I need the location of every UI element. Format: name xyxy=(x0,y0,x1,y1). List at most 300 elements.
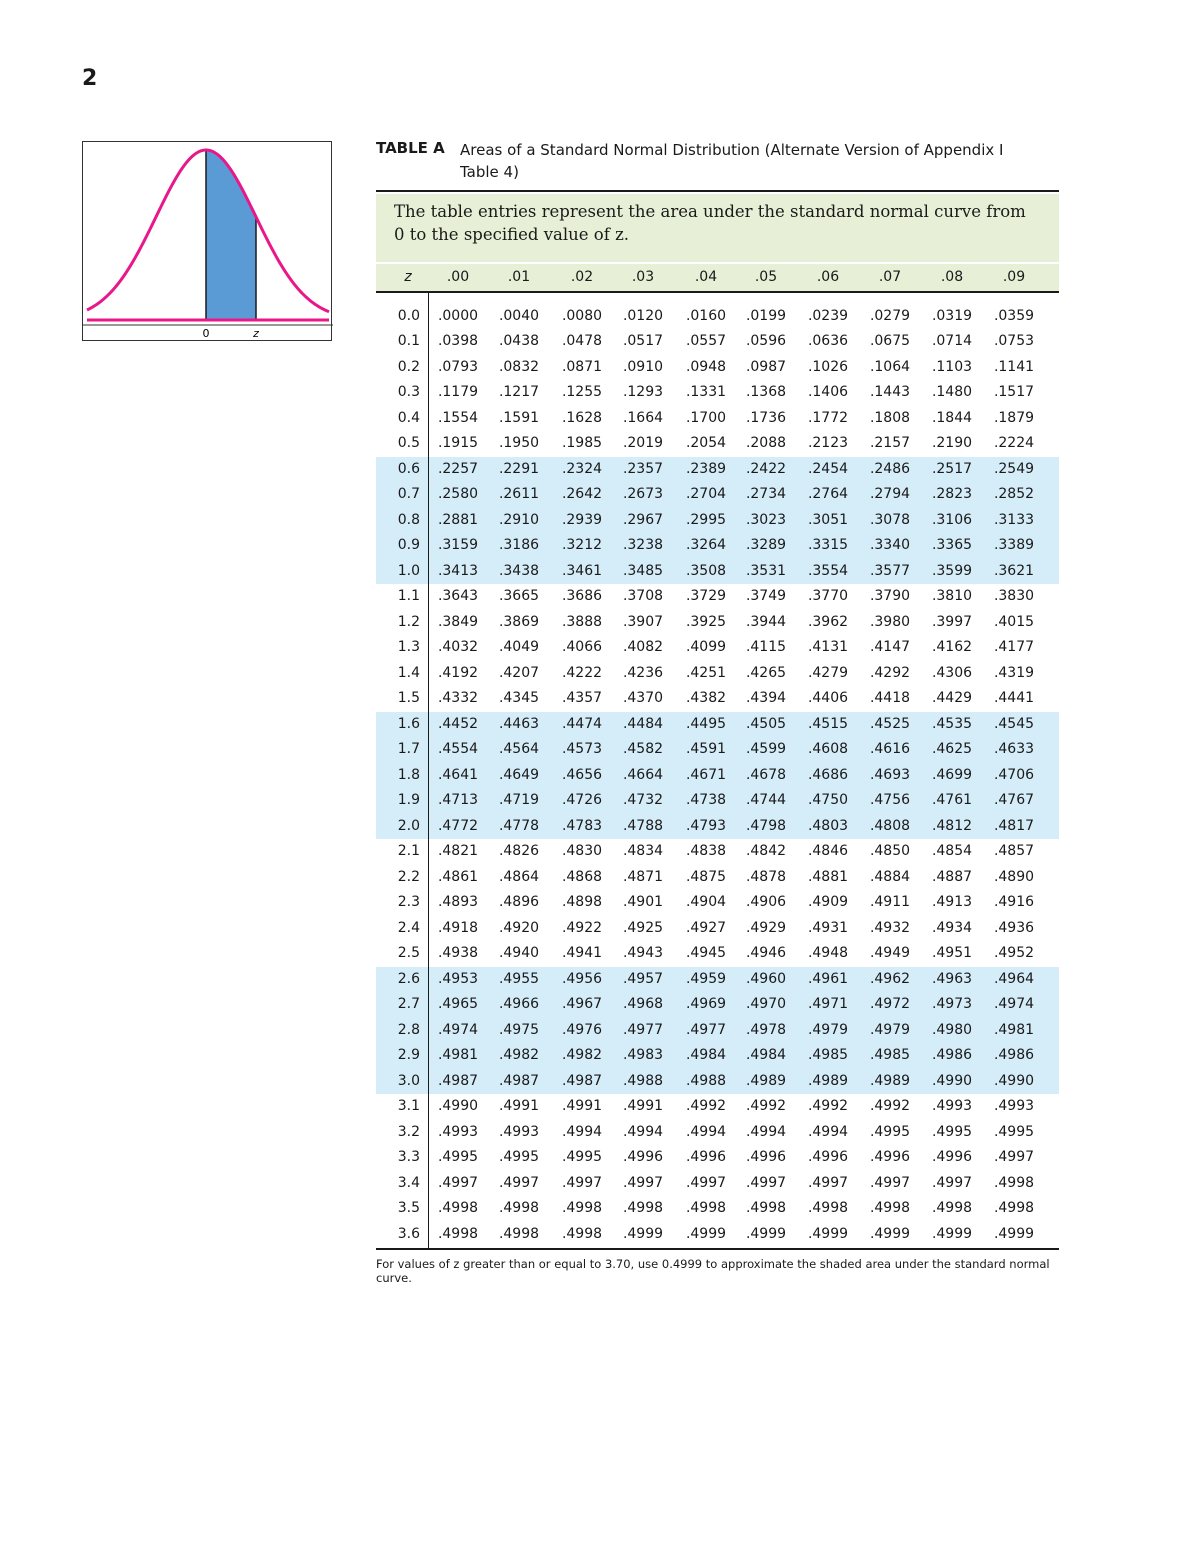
table-cell: .0478 xyxy=(561,333,603,349)
table-cell: .2939 xyxy=(561,511,603,528)
table-cell: .4977 xyxy=(685,1021,727,1038)
table-cell: .4678 xyxy=(745,766,787,783)
z-value: 0.2 xyxy=(397,358,420,375)
table-cell: .1985 xyxy=(561,435,603,451)
table-cell: .1255 xyxy=(561,384,603,400)
table-cell: .4854 xyxy=(931,843,973,859)
table-cell: .4591 xyxy=(685,741,727,757)
table-cell: .3749 xyxy=(745,588,787,604)
table-cell: .4147 xyxy=(869,639,911,655)
table-cell: .4082 xyxy=(622,639,664,655)
table-cell: .4525 xyxy=(869,715,911,732)
table-cell: .4940 xyxy=(498,945,540,961)
table-cell: .4999 xyxy=(993,1225,1035,1242)
table-row xyxy=(376,1018,1059,1044)
z-value: 1.8 xyxy=(397,766,420,783)
table-cell: .4573 xyxy=(561,741,603,757)
table-cell: .4909 xyxy=(807,894,849,910)
table-cell: .4987 xyxy=(437,1072,479,1089)
table-cell: .1443 xyxy=(869,384,911,400)
table-cell: .4901 xyxy=(622,894,664,910)
table-cell: .1950 xyxy=(498,435,540,451)
table-cell: .4115 xyxy=(745,639,787,655)
table-cell: .4830 xyxy=(561,843,603,859)
table-cell: .4857 xyxy=(993,843,1035,859)
table-cell: .4997 xyxy=(437,1174,479,1191)
table-cell: .3106 xyxy=(931,511,973,528)
table-cell: .3621 xyxy=(993,562,1035,579)
table-row xyxy=(376,610,1059,636)
table-cell: .3289 xyxy=(745,537,787,553)
table-cell: .4999 xyxy=(685,1225,727,1242)
table-cell: .4463 xyxy=(498,715,540,732)
table-cell: .4998 xyxy=(807,1200,849,1216)
table-cell: .3554 xyxy=(807,562,849,579)
table-label: TABLE A xyxy=(376,139,445,157)
z-value: 2.3 xyxy=(397,894,420,910)
table-header xyxy=(376,264,1059,291)
table-cell: .2549 xyxy=(993,460,1035,477)
table-cell: .4972 xyxy=(869,996,911,1012)
table-cell: .3485 xyxy=(622,562,664,579)
table-cell: .4357 xyxy=(561,690,603,706)
table-cell: .4846 xyxy=(807,843,849,859)
table-cell: .0398 xyxy=(437,333,479,349)
table-cell: .4985 xyxy=(869,1047,911,1063)
table-cell: .4925 xyxy=(622,919,664,936)
table-cell: .4783 xyxy=(561,817,603,834)
table-cell: .4982 xyxy=(498,1047,540,1063)
table-row xyxy=(376,890,1059,916)
table-cell: .4778 xyxy=(498,817,540,834)
table-cell: .1064 xyxy=(869,358,911,375)
table-cell: .4936 xyxy=(993,919,1035,936)
table-cell: .2324 xyxy=(561,460,603,477)
table-cell: .1293 xyxy=(622,384,664,400)
table-cell: .4911 xyxy=(869,894,911,910)
table-cell: .2704 xyxy=(685,486,727,502)
table-cell: .0871 xyxy=(561,358,603,375)
z-value: 2.7 xyxy=(397,996,420,1012)
table-cell: .0160 xyxy=(685,307,727,324)
table-cell: .4599 xyxy=(745,741,787,757)
table-cell: .1141 xyxy=(993,358,1035,375)
table-cell: .4952 xyxy=(993,945,1035,961)
table-cell: .4998 xyxy=(498,1225,540,1242)
table-cell: .1554 xyxy=(437,409,479,426)
table-cell: .4370 xyxy=(622,690,664,706)
table-cell: .4996 xyxy=(685,1149,727,1165)
table-row xyxy=(376,763,1059,789)
table-cell: .4997 xyxy=(869,1174,911,1191)
z-value: 1.0 xyxy=(397,562,420,579)
table-cell: .4484 xyxy=(622,715,664,732)
table-cell: .4608 xyxy=(807,741,849,757)
table-row xyxy=(376,1069,1059,1095)
table-cell: .0319 xyxy=(931,307,973,324)
table-cell: .4099 xyxy=(685,639,727,655)
header-z: z xyxy=(404,269,412,285)
table-cell: .4945 xyxy=(685,945,727,961)
table-cell: .4906 xyxy=(745,894,787,910)
header-col-00: .00 xyxy=(446,269,470,285)
table-cell: .4995 xyxy=(561,1149,603,1165)
table-row xyxy=(376,686,1059,712)
table-cell: .4975 xyxy=(498,1021,540,1038)
table-cell: .4997 xyxy=(561,1174,603,1191)
table-cell: .4998 xyxy=(561,1225,603,1242)
table-cell: .3051 xyxy=(807,511,849,528)
table-cell: .3869 xyxy=(498,613,540,630)
table-cell: .0753 xyxy=(993,333,1035,349)
table-cell: .2123 xyxy=(807,435,849,451)
table-cell: .4987 xyxy=(498,1072,540,1089)
table-cell: .4994 xyxy=(807,1123,849,1140)
table-cell: .4693 xyxy=(869,766,911,783)
table-cell: .4495 xyxy=(685,715,727,732)
table-cell: .4049 xyxy=(498,639,540,655)
table-cell: .4997 xyxy=(622,1174,664,1191)
z-value: 2.1 xyxy=(397,843,420,859)
z-value: 2.6 xyxy=(397,970,420,987)
table-cell: .4633 xyxy=(993,741,1035,757)
table-cell: .2357 xyxy=(622,460,664,477)
table-cell: .4998 xyxy=(437,1225,479,1242)
table-row xyxy=(376,1043,1059,1069)
table-cell: .4279 xyxy=(807,664,849,681)
z-value: 3.5 xyxy=(397,1200,420,1216)
table-cell: .4990 xyxy=(437,1098,479,1114)
table-cell: .4967 xyxy=(561,996,603,1012)
table-cell: .2580 xyxy=(437,486,479,502)
table-cell: .4871 xyxy=(622,868,664,885)
table-cell: .0987 xyxy=(745,358,787,375)
table-cell: .4671 xyxy=(685,766,727,783)
table-cell: .4946 xyxy=(745,945,787,961)
table-cell: .4838 xyxy=(685,843,727,859)
table-cell: .4066 xyxy=(561,639,603,655)
table-cell: .4808 xyxy=(869,817,911,834)
table-cell: .4963 xyxy=(931,970,973,987)
table-cell: .0675 xyxy=(869,333,911,349)
table-cell: .4251 xyxy=(685,664,727,681)
table-cell: .2389 xyxy=(685,460,727,477)
table-cell: .4999 xyxy=(931,1225,973,1242)
table-cell: .4515 xyxy=(807,715,849,732)
table-cell: .4964 xyxy=(993,970,1035,987)
table-cell: .4545 xyxy=(993,715,1035,732)
table-cell: .4999 xyxy=(807,1225,849,1242)
table-cell: .4756 xyxy=(869,792,911,808)
table-cell: .4864 xyxy=(498,868,540,885)
table-cell: .2794 xyxy=(869,486,911,502)
top-rule xyxy=(376,190,1059,192)
table-cell: .4713 xyxy=(437,792,479,808)
table-cell: .4978 xyxy=(745,1021,787,1038)
table-cell: .4971 xyxy=(807,996,849,1012)
table-cell: .4998 xyxy=(745,1200,787,1216)
table-cell: .3599 xyxy=(931,562,973,579)
table-cell: .1772 xyxy=(807,409,849,426)
table-cell: .4998 xyxy=(869,1200,911,1216)
table-cell: .3212 xyxy=(561,537,603,553)
z-value: 1.3 xyxy=(397,639,420,655)
table-cell: .4131 xyxy=(807,639,849,655)
table-cell: .3888 xyxy=(561,613,603,630)
table-cell: .4162 xyxy=(931,639,973,655)
table-cell: .4406 xyxy=(807,690,849,706)
z-value: 3.4 xyxy=(397,1174,420,1191)
table-cell: .4664 xyxy=(622,766,664,783)
table-cell: .2224 xyxy=(993,435,1035,451)
table-cell: .4641 xyxy=(437,766,479,783)
table-cell: .3023 xyxy=(745,511,787,528)
table-cell: .4292 xyxy=(869,664,911,681)
table-cell: .3643 xyxy=(437,588,479,604)
table-cell: .4995 xyxy=(993,1123,1035,1140)
z-value: 2.4 xyxy=(397,919,420,936)
table-cell: .3238 xyxy=(622,537,664,553)
table-cell: .4884 xyxy=(869,868,911,885)
table-cell: .3438 xyxy=(498,562,540,579)
z-value: 0.9 xyxy=(397,537,420,553)
table-cell: .3461 xyxy=(561,562,603,579)
table-cell: .3810 xyxy=(931,588,973,604)
table-cell: .4966 xyxy=(498,996,540,1012)
table-cell: .4850 xyxy=(869,843,911,859)
table-cell: .4956 xyxy=(561,970,603,987)
table-cell: .4535 xyxy=(931,715,973,732)
shaded-area xyxy=(206,150,256,320)
table-cell: .3508 xyxy=(685,562,727,579)
table-cell: .4934 xyxy=(931,919,973,936)
table-cell: .2881 xyxy=(437,511,479,528)
table-cell: .4941 xyxy=(561,945,603,961)
table-cell: .3159 xyxy=(437,537,479,553)
header-col-02: .02 xyxy=(570,269,594,285)
table-cell: .0359 xyxy=(993,307,1035,324)
table-cell: .4998 xyxy=(993,1200,1035,1216)
table-cell: .1026 xyxy=(807,358,849,375)
table-row xyxy=(376,635,1059,661)
table-row xyxy=(376,508,1059,534)
table-row xyxy=(376,661,1059,687)
table-row xyxy=(376,737,1059,763)
table-cell: .4991 xyxy=(622,1098,664,1114)
table-cell: .3770 xyxy=(807,588,849,604)
z-value: 3.3 xyxy=(397,1149,420,1165)
table-cell: .4973 xyxy=(931,996,973,1012)
z-value: 1.5 xyxy=(397,690,420,706)
table-cell: .4699 xyxy=(931,766,973,783)
table-cell: .1808 xyxy=(869,409,911,426)
table-cell: .4998 xyxy=(622,1200,664,1216)
table-cell: .1103 xyxy=(931,358,973,375)
table-cell: .4988 xyxy=(622,1072,664,1089)
table-cell: .4993 xyxy=(498,1123,540,1140)
table-cell: .4994 xyxy=(622,1123,664,1140)
table-cell: .4929 xyxy=(745,919,787,936)
table-cell: .4798 xyxy=(745,817,787,834)
table-cell: .4988 xyxy=(685,1072,727,1089)
table-cell: .4441 xyxy=(993,690,1035,706)
table-cell: .4744 xyxy=(745,792,787,808)
table-cell: .4986 xyxy=(931,1047,973,1063)
table-cell: .4948 xyxy=(807,945,849,961)
table-cell: .4192 xyxy=(437,664,479,681)
table-cell: .1736 xyxy=(745,409,787,426)
table-cell: .4821 xyxy=(437,843,479,859)
table-cell: .4625 xyxy=(931,741,973,757)
table-cell: .4985 xyxy=(807,1047,849,1063)
table-cell: .4976 xyxy=(561,1021,603,1038)
table-cell: .4968 xyxy=(622,996,664,1012)
table-cell: .2291 xyxy=(498,460,540,477)
table-cell: .4474 xyxy=(561,715,603,732)
table-cell: .4980 xyxy=(931,1021,973,1038)
z-value: 1.9 xyxy=(397,792,420,808)
table-cell: .0636 xyxy=(807,333,849,349)
table-row xyxy=(376,329,1059,355)
table-cell: .1517 xyxy=(993,384,1035,400)
table-cell: .4959 xyxy=(685,970,727,987)
table-cell: .1879 xyxy=(993,409,1035,426)
table-cell: .4993 xyxy=(931,1098,973,1114)
table-cell: .2157 xyxy=(869,435,911,451)
table-cell: .4998 xyxy=(931,1200,973,1216)
table-cell: .0832 xyxy=(498,358,540,375)
table-cell: .1406 xyxy=(807,384,849,400)
table-cell: .4207 xyxy=(498,664,540,681)
header-col-09: .09 xyxy=(1002,269,1026,285)
table-cell: .3830 xyxy=(993,588,1035,604)
table-cell: .4878 xyxy=(745,868,787,885)
table-cell: .3925 xyxy=(685,613,727,630)
table-cell: .4616 xyxy=(869,741,911,757)
table-cell: .4984 xyxy=(685,1047,727,1063)
table-cell: .4993 xyxy=(993,1098,1035,1114)
table-cell: .2054 xyxy=(685,435,727,451)
table-cell: .4997 xyxy=(685,1174,727,1191)
table-cell: .4982 xyxy=(561,1047,603,1063)
table-cell: .4893 xyxy=(437,894,479,910)
table-cell: .4998 xyxy=(561,1200,603,1216)
table-cell: .4382 xyxy=(685,690,727,706)
table-cell: .4994 xyxy=(685,1123,727,1140)
table-cell: .3944 xyxy=(745,613,787,630)
z-value: 2.8 xyxy=(397,1021,420,1038)
table-cell: .2190 xyxy=(931,435,973,451)
table-cell: .2642 xyxy=(561,486,603,502)
table-row xyxy=(376,1196,1059,1222)
table-row xyxy=(376,967,1059,993)
z-value: 3.2 xyxy=(397,1123,420,1140)
table-cell: .4999 xyxy=(622,1225,664,1242)
table-row xyxy=(376,865,1059,891)
table-cell: .4306 xyxy=(931,664,973,681)
table-cell: .4918 xyxy=(437,919,479,936)
normal-curve-figure xyxy=(82,141,332,341)
header-col-01: .01 xyxy=(507,269,531,285)
table-row xyxy=(376,1171,1059,1197)
table-cell: .4989 xyxy=(807,1072,849,1089)
table-cell: .3264 xyxy=(685,537,727,553)
z-value: 0.0 xyxy=(397,307,420,324)
table-cell: .4898 xyxy=(561,894,603,910)
z-value: 2.9 xyxy=(397,1047,420,1063)
table-cell: .4998 xyxy=(685,1200,727,1216)
table-cell: .4998 xyxy=(498,1200,540,1216)
table-cell: .4991 xyxy=(498,1098,540,1114)
table-cell: .2517 xyxy=(931,460,973,477)
table-cell: .1179 xyxy=(437,384,479,400)
table-cell: .4994 xyxy=(745,1123,787,1140)
table-cell: .0239 xyxy=(807,307,849,324)
header-col-07: .07 xyxy=(878,269,902,285)
table-cell: .2823 xyxy=(931,486,973,502)
table-cell: .4772 xyxy=(437,817,479,834)
table-cell: .4995 xyxy=(498,1149,540,1165)
table-cell: .3790 xyxy=(869,588,911,604)
table-cell: .3962 xyxy=(807,613,849,630)
table-cell: .4979 xyxy=(869,1021,911,1038)
table-cell: .4761 xyxy=(931,792,973,808)
table-cell: .4997 xyxy=(498,1174,540,1191)
table-row xyxy=(376,839,1059,865)
table-cell: .4938 xyxy=(437,945,479,961)
table-cell: .0714 xyxy=(931,333,973,349)
z-value: 1.6 xyxy=(397,715,420,732)
table-cell: .4881 xyxy=(807,868,849,885)
table-cell: .4913 xyxy=(931,894,973,910)
table-cell: .4996 xyxy=(745,1149,787,1165)
table-cell: .4861 xyxy=(437,868,479,885)
label-z: z xyxy=(253,327,259,340)
table-cell: .0517 xyxy=(622,333,664,349)
table-cell: .3315 xyxy=(807,537,849,553)
z-value: 1.2 xyxy=(397,613,420,630)
label-zero: 0 xyxy=(202,327,210,340)
table-cell: .3997 xyxy=(931,613,973,630)
table-cell: .4965 xyxy=(437,996,479,1012)
table-title: Areas of a Standard Normal Distribution (Alternate Version of Appendix I Table 4) xyxy=(460,141,1004,181)
table-cell: .4997 xyxy=(931,1174,973,1191)
table-cell: .0596 xyxy=(745,333,787,349)
table-cell: .2088 xyxy=(745,435,787,451)
table-cell: .2422 xyxy=(745,460,787,477)
table-cell: .4991 xyxy=(561,1098,603,1114)
table-row xyxy=(376,559,1059,585)
table-cell: .4977 xyxy=(622,1021,664,1038)
table-cell: .3980 xyxy=(869,613,911,630)
table-cell: .2019 xyxy=(622,435,664,451)
table-cell: .4890 xyxy=(993,868,1035,885)
table-cell: .1480 xyxy=(931,384,973,400)
table-cell: .4686 xyxy=(807,766,849,783)
table-cell: .4932 xyxy=(869,919,911,936)
table-cell: .4931 xyxy=(807,919,849,936)
table-cell: .3849 xyxy=(437,613,479,630)
table-cell: .1331 xyxy=(685,384,727,400)
table-cell: .4332 xyxy=(437,690,479,706)
table-row xyxy=(376,380,1059,406)
table-cell: .0120 xyxy=(622,307,664,324)
table-cell: .4994 xyxy=(561,1123,603,1140)
table-row xyxy=(376,712,1059,738)
table-cell: .4962 xyxy=(869,970,911,987)
table-cell: .4738 xyxy=(685,792,727,808)
table-cell: .4418 xyxy=(869,690,911,706)
